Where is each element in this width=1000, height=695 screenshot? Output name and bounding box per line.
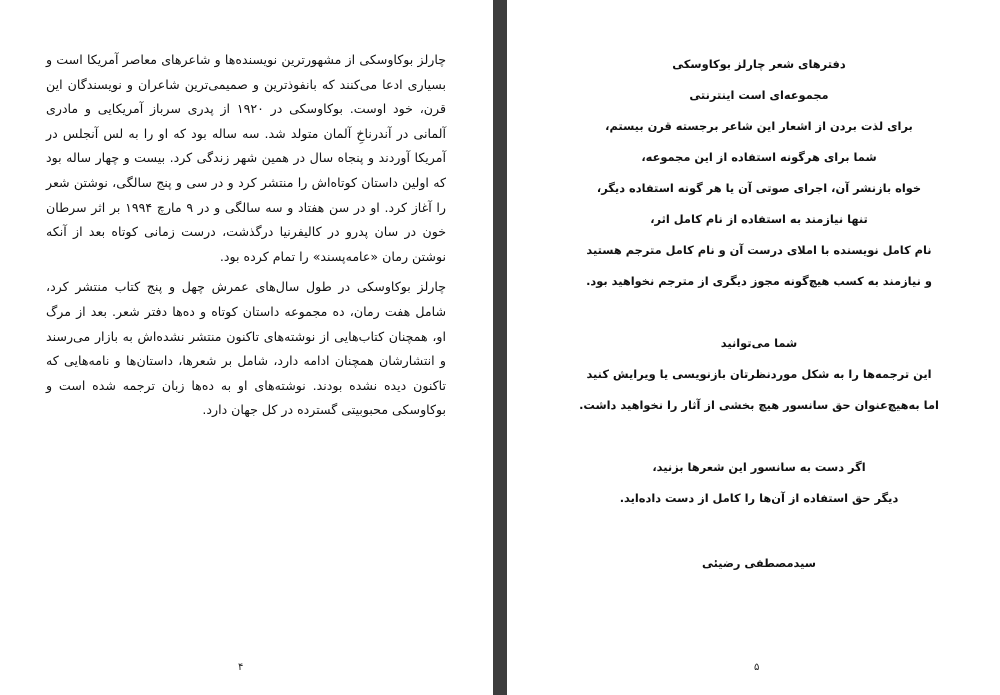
notice-line: شما برای هرگونه استفاده از این مجموعه، [641,150,877,164]
biography-text [46,48,446,423]
left-page [0,0,493,695]
notice-line: و نیازمند به کسب هیچ‌گونه مجوز دیگری از مترجم نخواهید بود. [586,274,932,288]
notice-line: برای لذت بردن از اشعار این شاعر برجسته قرن بیستم، [605,119,913,133]
notice-line: تنها نیازمند به استفاده از نام کامل اثر، [650,212,868,226]
page-number-right: ۵ [754,662,760,673]
notice-line: نام کامل نویسنده با املای درست آن و نام کامل مترجم هستید [586,243,932,257]
notice-line: دفترهای شعر چارلز بوکاوسکی [672,57,846,71]
translator-signature: سیدمصطفی رضیئی [702,556,816,570]
censorship-line: اگر دست به سانسور این شعرها بزنید، [652,460,866,474]
permission-line: شما می‌توانید [720,336,798,350]
right-page [507,0,1000,695]
permission-line: اما به‌هیچ‌عنوان حق سانسور هیچ بخشی از آثار را نخواهید داشت. [579,398,939,412]
notice-line: خواه بازنشر آن، اجرای صوتی آن یا هر گونه استفاده دیگر، [596,181,922,195]
spacer [552,421,966,452]
page-number-left: ۴ [238,662,244,673]
book-spine-divider [493,0,507,695]
permission-line: این ترجمه‌ها را به شکل موردنظرتان بازنویسی یا ویرایش کنید [586,367,932,381]
spacer [552,514,966,548]
biography-paragraph-1: چارلز بوکاوسکی از مشهورترین نویسنده‌ها و شاعرهای معاصر آمریکا است و بسیاری ادعا می‌کنند که بانفوذترین و صمیمی‌ترین شاعران و نویسندگان این قرن، خود اوست. بوکاوسکی در ۱۹۲۰ از پدری سرباز آمریکایی و مادری آلمانی در آندرناخِ آلمان متولد شد. سه ساله بود که او را به لس آنجلس در آمریکا آوردند و پنجاه سال در همین شهر زندگی کرد. بیست و چهار ساله بود که اولین داستان کوتاه‌اش را منتشر کرد و در سی و پنج سالگی، نوشتن شعر را آغاز کرد. او در سن هفتاد و سه سالگی و در ۹ مارچ ۱۹۹۴ بر اثر سرطان خون در سان پدرو در کالیفرنیا درگذشت، درست زمانی کوتاه بعد از آنکه نوشتن رمان «عامه‌پسند» را تمام کرده بود. [46,52,446,264]
censorship-line: دیگر حق استفاده از آن‌ها را کامل از دست داده‌اید. [619,491,899,505]
usage-notice [552,49,966,579]
notice-line: مجموعه‌ای است اینترنتی [689,88,829,102]
biography-paragraph-2: چارلز بوکاوسکی در طول سال‌های عمرش چهل و پنج کتاب منتشر کرد، شامل هفت رمان، ده مجموعه داستان کوتاه و ده‌ها دفتر شعر. بعد از مرگ او، همچنان کتاب‌هایی از نوشته‌های تاکنون منتشر نشده‌اش به بازار می‌رسند و انتشارشان همچنان ادامه دارد، شامل بر شعرها، داستان‌ها و نامه‌هایی که تاکنون دیده نشده بودند. نوشته‌های او به ده‌ها زبان ترجمه شده است و بوکاوسکی محبوبیتی گسترده در کل جهان دارد. [46,279,446,418]
spacer [552,297,966,328]
